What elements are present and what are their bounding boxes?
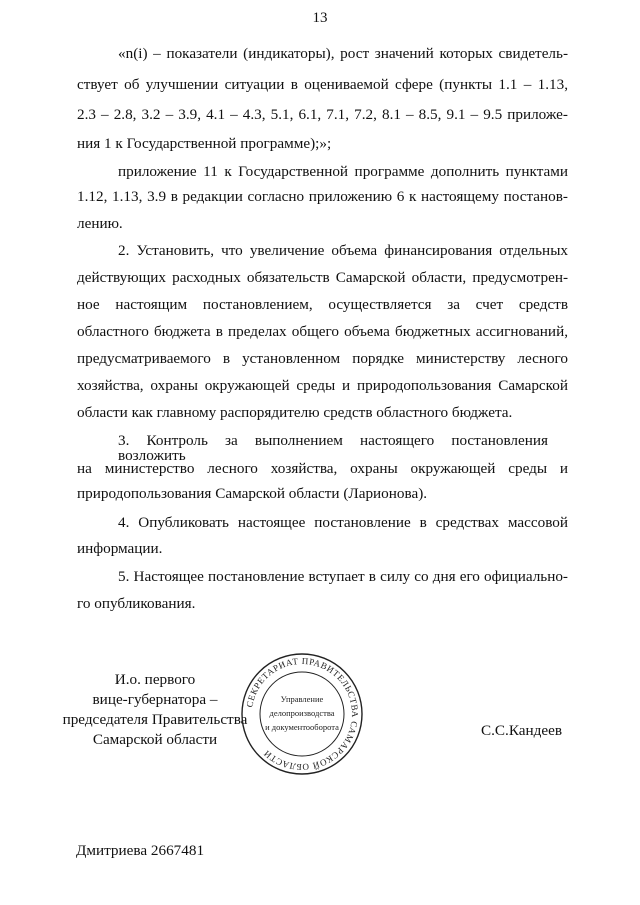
text-line: 4. Опубликовать настоящее постановление в средствах массовой [118,514,568,531]
text-line: на министерство лесного хозяйства, охраны окружающей среды и [77,460,568,477]
text-line: ствует об улучшении ситуации в оцениваемой сфере (пункты 1.1 – 1.13, [77,76,568,93]
text-line: областного бюджета в пределах общего объема бюджетных ассигнований, [77,323,568,340]
text-line: го опубликования. [77,595,196,612]
text-line: лению. [77,215,123,232]
position-line: И.о. первого [114,671,196,688]
text-line: действующих расходных обязательств Самарской области, предусмотрен- [77,269,568,286]
text-line: области как главному распорядителю средств областного бюджета. [77,404,513,421]
text-line: 2.3 – 2.8, 3.2 – 3.9, 4.1 – 4.3, 5.1, 6.1, 7.1, 7.2, 8.1 – 8.5, 9.1 – 9.5 приложе- [77,106,568,123]
text-line: информации. [77,540,163,557]
signer-name: С.С.Кандеев [481,722,563,739]
seal-inner-line: и документооборота [265,722,339,732]
text-line: 3. Контроль за выполнением настоящего постановления возложить [118,432,548,465]
text-line: 5. Настоящее постановление вступает в силу со дня его официально- [118,568,568,585]
text-line: природопользования Самарской области (Ларионова). [77,485,428,502]
text-line: предусматриваемого в установленном порядке министерству лесного [77,350,568,367]
text-line: ное настоящим постановлением, осуществляется за счет средств [77,296,568,313]
footer-contact: Дмитриева 2667481 [76,842,205,859]
seal-outer-text: СЕКРЕТАРИАТ ПРАВИТЕЛЬСТВА САМАРСКОЙ ОБЛАСТИ [244,655,361,773]
text-line: приложение 11 к Государственной программе дополнить пунктами [118,163,568,180]
text-line: хозяйства, охраны окружающей среды и природопользования Самарской [77,377,568,394]
seal-inner-line: Управление [280,694,324,704]
text-line: ния 1 к Государственной программе);»; [77,135,332,152]
position-line: председателя Правительства [62,711,248,728]
text-line: 2. Установить, что увеличение объема финансирования отдельных [118,242,568,259]
page-number: 13 [312,10,328,26]
position-line: Самарской области [92,731,218,748]
text-line: 1.12, 1.13, 3.9 в редакции согласно приложению 6 к настоящему постанов- [77,188,568,205]
seal-inner-line: делопроизводства [269,708,335,718]
signatory-position [60,670,250,750]
text-line: «n(i) – показатели (индикаторы), рост значений которых свидетель- [118,45,568,62]
official-seal [240,652,364,776]
position-line: вице-губернатора – [92,691,218,708]
